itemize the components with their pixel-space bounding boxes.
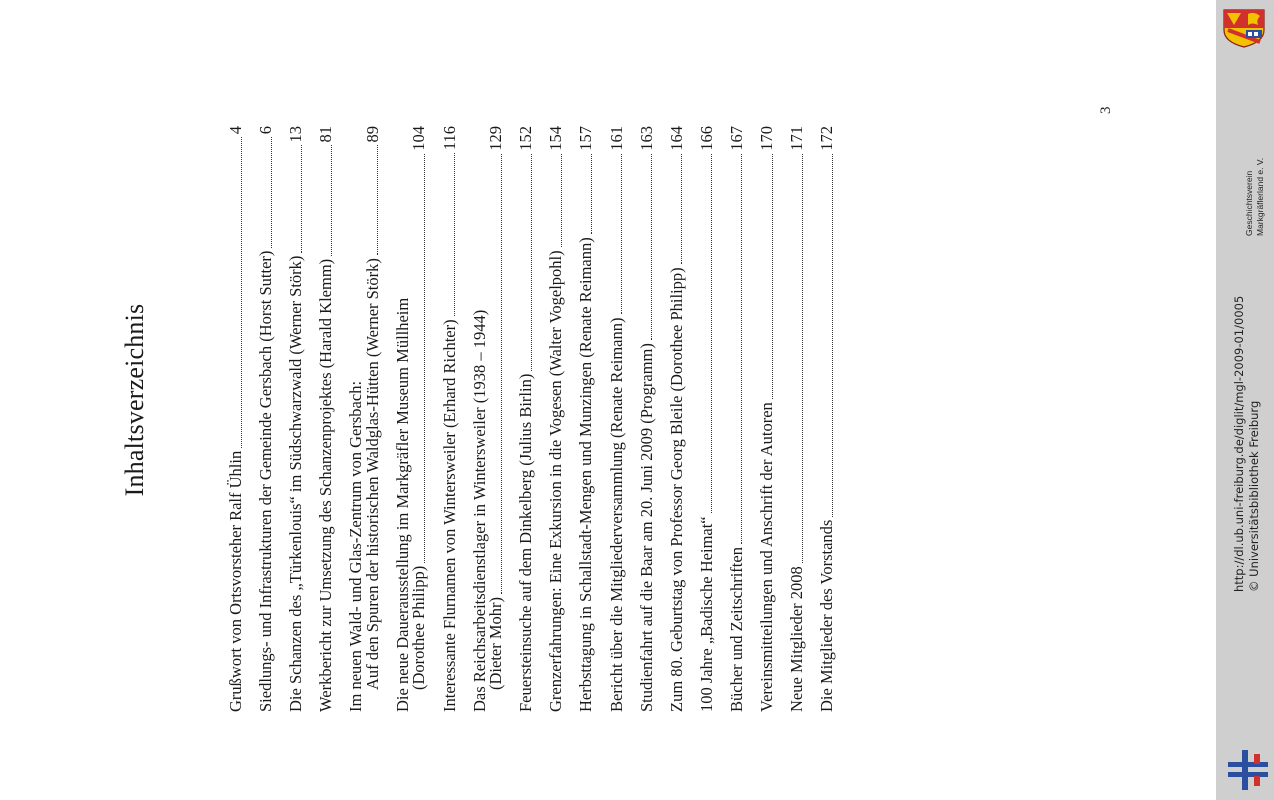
- leader-dots: [741, 154, 742, 544]
- toc-entry-title: Vereinsmitteilungen und Anschrift der Autoren: [757, 402, 776, 712]
- footer-citation: [1232, 192, 1272, 592]
- toc-line: [362, 126, 382, 712]
- toc-entry-page: 164: [666, 126, 686, 151]
- source-url[interactable]: http://dl.ub.uni-freiburg.de/diglit/mgl-2009-01/0005: [1232, 295, 1246, 592]
- leader-dots: [772, 154, 773, 399]
- leader-dots: [591, 154, 592, 235]
- coat-of-arms-icon: [1222, 8, 1266, 48]
- toc-entry-title: Bericht über die Mitgliederversammlung (Renate Reimann): [606, 317, 626, 712]
- toc-entry-title: Herbsttagung in Schallstadt-Mengen und Munzingen (Renate Reimann): [576, 237, 596, 712]
- toc-entry-title: Zum 80. Geburtstag von Professor Georg Bleile (Dorothee Philipp): [666, 267, 686, 712]
- toc-line: [789, 126, 806, 712]
- leader-dots: [241, 137, 242, 448]
- toc-entry-page: 89: [362, 126, 382, 143]
- toc-entry-page: 154: [546, 126, 566, 151]
- toc-entry-page: 172: [817, 126, 837, 151]
- toc-entry: [228, 126, 245, 712]
- toc-entry-page: 116: [439, 126, 459, 151]
- society-line-2: Markgräflerland e. V.: [1255, 157, 1265, 236]
- toc-entry: [696, 126, 716, 712]
- leader-dots: [301, 146, 302, 253]
- leader-dots: [561, 154, 562, 248]
- toc-line: [696, 126, 716, 712]
- toc-line: [518, 126, 535, 712]
- toc-line: [228, 126, 245, 712]
- toc-entry: [392, 126, 429, 712]
- toc-line: [548, 126, 565, 712]
- toc-entry: [606, 126, 626, 712]
- toc-entry-title: Grenzerfahrungen: Eine Exkursion in die Vogesen (Walter Vogelpohl): [546, 250, 566, 712]
- toc-line: [759, 126, 776, 712]
- leader-dots: [331, 146, 332, 256]
- toc-entry: [666, 126, 686, 712]
- page-number: 3: [1098, 106, 1114, 114]
- toc-entry: [636, 126, 656, 712]
- toc-entry: [318, 126, 335, 712]
- leader-dots: [651, 154, 652, 340]
- society-line-1: Geschichtsverein: [1244, 170, 1254, 236]
- toc-entry-title: Interessante Flurnamen von Wintersweiler (Erhard Richter): [439, 319, 459, 712]
- leader-dots: [832, 154, 833, 517]
- toc-entry: [469, 126, 506, 712]
- toc-entry-page: 4: [226, 126, 245, 135]
- leader-dots: [621, 154, 622, 315]
- toc-line: [578, 126, 595, 712]
- toc-line: [439, 126, 459, 712]
- leader-dots: [454, 153, 455, 316]
- toc-entry-title: Siedlungs- und Infrastrukturen der Gemeinde Gersbach (Horst Sutter): [256, 250, 276, 712]
- leader-dots: [531, 154, 532, 371]
- toc-entry-page: 6: [256, 126, 276, 135]
- leader-dots: [424, 154, 425, 563]
- toc-line: [726, 126, 746, 712]
- toc-entry-title: Die Mitglieder des Vorstands: [817, 519, 837, 712]
- toc-entry-title: Auf den Spuren der historischen Waldglas-Hütten (Werner Störk): [362, 258, 382, 690]
- toc-entry-page: 81: [316, 126, 336, 143]
- leader-dots: [271, 137, 272, 247]
- toc-entry-title: Studienfahrt auf die Baar am 20. Juni 2009 (Programm): [636, 343, 656, 712]
- toc-entry-page: 167: [726, 126, 746, 151]
- toc-entry-page: 152: [516, 126, 536, 151]
- leader-dots: [802, 154, 803, 564]
- toc-entry-page: 157: [576, 126, 596, 151]
- toc-entry: [578, 126, 595, 712]
- toc-entry-page: 13: [286, 126, 306, 143]
- toc-line: [819, 126, 836, 712]
- toc-line: [258, 126, 275, 712]
- toc-entry-title: Die neue Dauerausstellung im Markgräfler Museum Müllheim: [392, 297, 412, 712]
- toc-entry-title: (Dieter Mohr): [486, 596, 506, 690]
- toc-entry-title: (Dorothee Philipp): [409, 565, 429, 690]
- leader-dots: [501, 154, 502, 594]
- toc-entry-page: 161: [606, 126, 626, 151]
- leader-dots: [711, 154, 712, 514]
- toc-entry: [819, 126, 836, 712]
- toc-entry: [258, 126, 275, 712]
- leader-dots: [377, 146, 378, 256]
- toc-entry-page: 163: [636, 126, 656, 151]
- toc-entry-title: Im neuen Wald- und Glas-Zentrum von Gersbach:: [346, 380, 366, 712]
- toc-entry-title: Grußwort von Ortsvorsteher Ralf Ühlin: [226, 450, 245, 712]
- toc-entry-title: Das Reichsarbeitsdienstlager in Wintersweiler (1938 – 1944): [469, 309, 489, 712]
- toc-entry: [288, 126, 305, 712]
- toc-entry-page: 129: [486, 126, 506, 151]
- toc-line: [666, 126, 686, 712]
- toc-entry: [726, 126, 746, 712]
- table-of-contents: [228, 126, 849, 712]
- toc-line: [288, 126, 305, 712]
- copyright-notice: © Universitätsbibliothek Freiburg: [1247, 400, 1261, 592]
- toc-entry-title: Neue Mitglieder 2008: [787, 566, 807, 712]
- toc-entry-page: 171: [787, 126, 807, 151]
- toc-entry: [439, 126, 459, 712]
- toc-line: [636, 126, 656, 712]
- toc-entry-page: 170: [757, 126, 776, 151]
- toc-entry: [518, 126, 535, 712]
- toc-entry: [759, 126, 776, 712]
- page-title: Inhaltsverzeichnis: [120, 303, 149, 497]
- toc-entry: [789, 126, 806, 712]
- toc-line: [606, 126, 626, 712]
- toc-line: [411, 126, 428, 712]
- toc-entry: [548, 126, 565, 712]
- toc-entry-title: 100 Jahre „Badische Heimat“: [696, 516, 716, 712]
- toc-entry-title: Feuersteinsuche auf dem Dinkelberg (Julius Birlin): [516, 373, 536, 712]
- toc-line: [488, 126, 505, 712]
- toc-entry-page: 166: [696, 126, 716, 151]
- toc-line: [318, 126, 335, 712]
- toc-entry: [348, 126, 381, 712]
- toc-entry-title: Werkbericht zur Umsetzung des Schanzenprojektes (Harald Klemm): [316, 258, 336, 712]
- leader-dots: [681, 154, 682, 265]
- toc-entry-title: Bücher und Zeitschriften: [726, 547, 746, 712]
- ub-freiburg-logo-icon: [1226, 746, 1270, 794]
- toc-entry-title: Die Schanzen des „Türkenlouis“ im Südschwarzwald (Werner Störk): [286, 255, 306, 712]
- toc-entry-page: 104: [409, 126, 429, 151]
